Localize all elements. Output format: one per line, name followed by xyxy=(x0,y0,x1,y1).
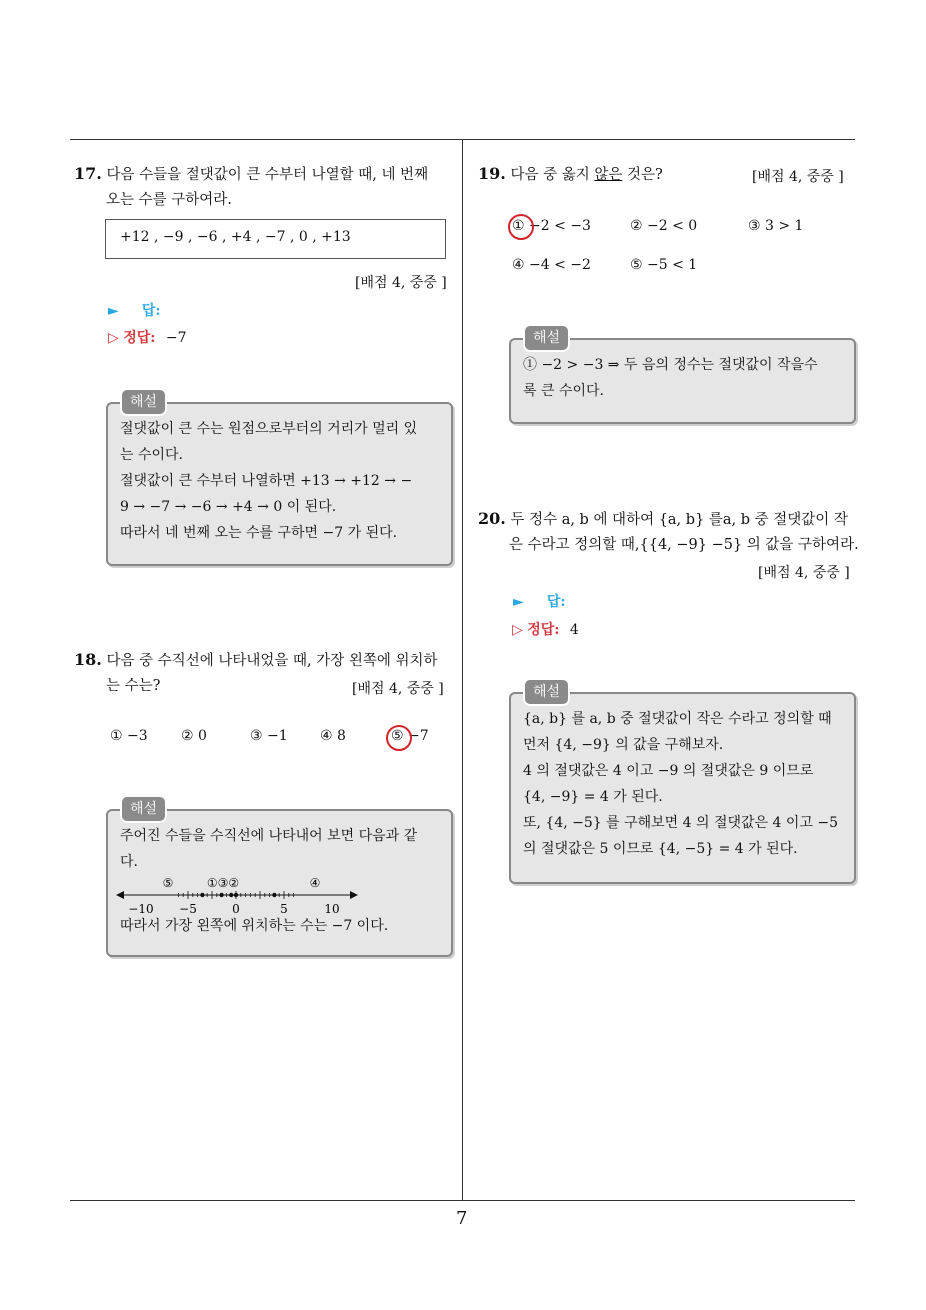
q18-exp-tag: 해설 xyxy=(120,795,167,823)
q20-explanation xyxy=(509,684,856,884)
triangle-icon: ▷ xyxy=(512,622,523,638)
q19-exp-tag: 해설 xyxy=(523,324,570,352)
q17-correct-label: 정답: xyxy=(123,330,156,346)
q18-exp-line3: 따라서 가장 왼쪽에 위치하는 수는 −7 이다. xyxy=(120,918,389,934)
play-icon: ► xyxy=(513,594,524,610)
tick-label: 10 xyxy=(324,902,340,916)
q17-answer-label: 답: xyxy=(141,303,161,319)
q19-option-4[interactable]: ④ −4 < −2 xyxy=(512,257,591,273)
q17-explanation xyxy=(106,394,453,566)
q18-selected-circle xyxy=(386,725,412,751)
q18-number: 18. xyxy=(74,650,102,669)
q20-text-line1: 두 정수 a, b 에 대하여 {a, b} 를a, b 중 절댓값이 작 xyxy=(510,512,848,528)
q19-text-post: 것은? xyxy=(622,167,663,183)
q19-option-5[interactable]: ⑤ −5 < 1 xyxy=(630,257,698,273)
number-point xyxy=(272,893,276,897)
q20-exp-tag: 해설 xyxy=(523,678,570,706)
q17-text-line1: 다음 수들을 절댓값이 큰 수부터 나열할 때, 네 번째 xyxy=(106,167,429,183)
q20-meta: [배점 4, 중중 ] xyxy=(758,565,850,581)
left-arrow xyxy=(116,891,124,899)
tick-label: 5 xyxy=(280,902,288,916)
tick-label: −5 xyxy=(179,902,197,916)
q20-exp-line: 4 의 절댓값은 4 이고 −9 의 절댓값은 9 이므로 xyxy=(523,763,814,779)
mark-1-3-2: ①③② xyxy=(206,876,240,890)
number-point xyxy=(229,893,233,897)
number-point xyxy=(234,893,238,897)
q20-answer-label: 답: xyxy=(546,594,566,610)
q19-option-2[interactable]: ② −2 < 0 xyxy=(630,218,698,234)
q19-meta: [배점 4, 중중 ] xyxy=(752,169,844,185)
q19-explanation xyxy=(509,330,856,424)
q18-stem xyxy=(74,647,459,674)
q20-exp-line: 또, {4, −5} 를 구해보면 4 의 절댓값은 4 이고 −5 xyxy=(523,815,839,831)
q17-number-box xyxy=(105,219,446,259)
q18-option-1[interactable]: ① −3 xyxy=(110,728,148,744)
q17-exp-line: 9 → −7 → −6 → +4 → 0 이 된다. xyxy=(120,499,337,515)
q17-exp-line: 따라서 네 번째 오는 수를 구하면 −7 가 된다. xyxy=(120,525,398,541)
q18-exp-line2: 다. xyxy=(120,854,138,870)
q18-text-line1: 다음 중 수직선에 나타내었을 때, 가장 왼쪽에 위치하 xyxy=(106,653,438,669)
q18-option-5[interactable]: ⑤ −7 xyxy=(391,728,429,744)
q18-explanation xyxy=(106,801,453,957)
number-line xyxy=(116,873,356,917)
q20-correct-row xyxy=(512,619,579,639)
q19-text-pre: 다음 중 옳지 xyxy=(510,167,595,183)
q20-exp-line: {4, −9} = 4 가 된다. xyxy=(523,789,663,805)
bottom-rule xyxy=(70,1200,855,1201)
q20-exp-line: 먼저 {4, −9} 의 값을 구해보자. xyxy=(523,737,724,753)
q19-stem xyxy=(478,161,663,188)
q20-number: 20. xyxy=(478,509,506,528)
q18-exp-line1: 주어진 수들을 수직선에 나타내어 보면 다음과 같 xyxy=(120,828,418,844)
q17-text-line2: 오는 수를 구하여라. xyxy=(106,192,232,208)
q19-text-underlined: 않은 xyxy=(594,167,623,183)
mark-4: ④ xyxy=(309,876,321,890)
q20-answer-row xyxy=(513,591,566,611)
q20-exp-line: {a, b} 를 a, b 중 절댓값이 작은 수라고 정의할 때 xyxy=(523,711,832,727)
page-number: 7 xyxy=(456,1208,468,1229)
number-point xyxy=(219,893,223,897)
q17-correct-row xyxy=(108,327,187,347)
play-icon: ► xyxy=(108,303,119,319)
q18-option-3[interactable]: ③ −1 xyxy=(250,728,288,744)
q17-exp-line: 절댓값이 큰 수부터 나열하면 +13 → +12 → − xyxy=(120,473,413,489)
q19-number: 19. xyxy=(478,164,506,183)
triangle-icon: ▷ xyxy=(108,330,119,346)
mark-5: ⑤ xyxy=(162,876,174,890)
q18-meta: [배점 4, 중중 ] xyxy=(352,681,444,697)
q20-correct-label: 정답: xyxy=(527,622,560,638)
q19-selected-circle xyxy=(508,214,534,240)
q17-number: 17. xyxy=(74,164,102,183)
right-arrow xyxy=(350,891,358,899)
tick-label: −10 xyxy=(128,902,154,916)
q20-correct-value: 4 xyxy=(569,622,579,638)
q19-option-1[interactable]: ① −2 < −3 xyxy=(512,218,591,234)
q17-box-text: +12 , −9 , −6 , +4 , −7 , 0 , +13 xyxy=(120,229,351,245)
q19-exp-line: 록 큰 수이다. xyxy=(523,383,604,399)
q17-correct-value: −7 xyxy=(165,330,187,346)
tick-label: 0 xyxy=(232,902,240,916)
column-divider xyxy=(462,139,463,1201)
q17-exp-line: 는 수이다. xyxy=(120,447,183,463)
number-point xyxy=(200,893,204,897)
q20-exp-line: 의 절댓값은 5 이므로 {4, −5} = 4 가 된다. xyxy=(523,841,798,857)
q17-answer-row xyxy=(108,300,161,320)
q18-option-4[interactable]: ④ 8 xyxy=(320,728,346,744)
q18-option-2[interactable]: ② 0 xyxy=(181,728,207,744)
q17-exp-line: 절댓값이 큰 수는 원점으로부터의 거리가 멀리 있 xyxy=(120,421,418,437)
q17-stem xyxy=(74,161,459,188)
q20-stem xyxy=(478,506,858,533)
q19-exp-line: ① −2 > −3 ⇒ 두 음의 정수는 절댓값이 작을수 xyxy=(523,357,818,373)
q17-exp-tag: 해설 xyxy=(120,388,167,416)
q18-text-line2: 는 수는? xyxy=(106,678,161,694)
q19-option-3[interactable]: ③ 3 > 1 xyxy=(748,218,804,234)
q17-meta: [배점 4, 중중 ] xyxy=(355,275,447,291)
q20-text-line2: 은 수라고 정의할 때,{{4, −9} −5} 의 값을 구하여라. xyxy=(509,537,859,553)
